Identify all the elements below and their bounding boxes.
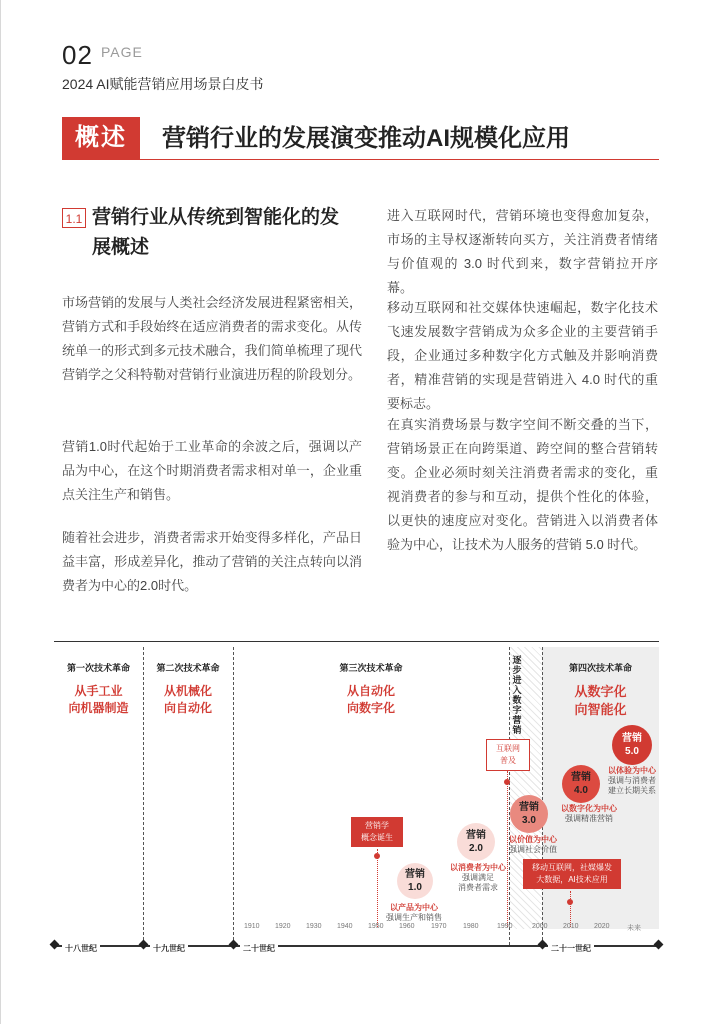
year-2000: 2000 [532,923,548,930]
stage-2-circle [457,823,495,861]
revolution-3-subtitle [233,683,509,717]
event-2-line2: 普及 [500,756,516,765]
year-future: 未来 [627,925,641,932]
stage-3-num: 3.0 [522,815,536,826]
section-title: 营销行业的发展演变推动AI规模化应用 [162,125,570,152]
marketing-timeline [54,641,659,961]
stage-3-word: 营销 [519,802,539,813]
stage-1-label-red: 以产品为中心 [390,903,438,912]
year-1960: 1960 [399,923,415,930]
year-1970: 1970 [431,923,447,930]
section-badge: 概述 [62,117,140,159]
stage-2-label-gray1: 强调满足 [462,873,494,882]
year-1980: 1980 [463,923,479,930]
stage-5-label [604,766,660,796]
year-1990: 1990 [497,923,513,930]
revolution-3-sub-line1: 从自动化 [346,684,395,698]
year-1920: 1920 [275,923,291,930]
stage-4-label-red: 以数字化为中心 [561,804,617,813]
revolution-3-title: 第三次技术革命 [339,663,403,673]
left-paragraph-2: 营销1.0时代起始于工业革命的余波之后，强调以产品为中心，在这个时期消费者需求相对单一，企业重点关注生产和销售。 [62,439,362,502]
revolution-4-sub-line2: 向智能化 [574,702,627,717]
event-1-line2: 概念诞生 [361,833,393,842]
revolution-4-sub-line1: 从数字化 [574,684,627,699]
event-marketing-concept [351,817,403,847]
axis-marker-20c [229,940,239,950]
event-3-line1: 移动互联网，社媒爆发 [532,863,612,872]
stage-4-label [548,804,630,824]
revolution-2-subtitle [143,683,233,717]
right-paragraph-3: 在真实消费场景与数字空间不断交叠的当下，营销场景正在向跨渠道、跨空间的整合营销转变。企业必须时刻关注消费者需求的变化，重视消费者的参与和互动，提供个性化的体验，以更快的速度应对变化。营销进入以消费者体验为中心，让技术为人服务的营销 5.0 时代。 [387,417,658,552]
axis-marker-21c [538,940,548,950]
event-mobile-ai [523,859,621,889]
stage-5-word: 营销 [622,733,642,744]
book-title: 2024 AI赋能营销应用场景白皮书 [62,76,264,92]
stage-4-label-gray: 强调精准营销 [565,814,613,823]
right-paragraph-2: 移动互联网和社交媒体快速崛起，数字化技术飞速发展数字营销成为众多企业的主要营销手段，企业通过多种数字化方式触及并影响消费者，精准营销的实现是营销进入 4.0 时代的重要标志。 [387,300,658,411]
event-1-dot [374,853,380,859]
revolution-3-sub-line2: 向数字化 [346,701,395,715]
stage-1-num: 1.0 [408,882,422,893]
axis-end-marker [654,940,664,950]
revolution-1-sub-line2: 向机器制造 [68,701,129,715]
stage-5-label-gray2: 建立长期关系 [608,786,656,795]
revolution-2-sub-line2: 向自动化 [163,701,212,715]
century-21: 二十一世纪 [548,943,594,954]
revolution-2-title: 第二次技术革命 [156,663,220,673]
stage-5-label-red: 以体验为中心 [608,766,656,775]
left-paragraph-1: 市场营销的发展与人类社会经济发展进程紧密相关，营销方式和手段始终在适应消费者的需求变化。从传统单一的形式到多元技术融合，我们简单梳理了现代营销学之父科特勒对营销行业演进历程的阶段划分。 [62,295,362,382]
event-3-dot [567,899,573,905]
year-2010: 2010 [563,923,579,930]
stage-2-label-red: 以消费者为中心 [450,863,506,872]
revolution-1-title: 第一次技术革命 [66,663,130,673]
page-word: PAGE [101,44,143,60]
stage-1-label [372,903,456,923]
section-divider [62,159,659,160]
stage-3-label-gray: 强调社会价值 [509,845,557,854]
event-1-line1: 营销学 [365,821,389,830]
year-1940: 1940 [337,923,353,930]
stage-2-label-gray2: 消费者需求 [458,883,498,892]
year-2020: 2020 [594,923,610,930]
page-edge-rule [0,0,1,1024]
stage-1-word: 营销 [405,869,425,880]
stage-4-word: 营销 [571,772,591,783]
stage-5-circle [612,725,652,765]
revolution-1-sub-line1: 从手工业 [74,684,123,698]
year-1930: 1930 [306,923,322,930]
stage-2-label [434,863,522,893]
event-2-dot [504,779,510,785]
event-3-line2: 大数据，AI技术应用 [536,875,608,884]
century-19: 十九世纪 [150,943,188,954]
event-2-line1: 互联网 [496,744,520,753]
revolution-2-sub-line1: 从机械化 [163,684,212,698]
revolution-1-subtitle [54,683,143,717]
stage-4-num: 4.0 [574,785,588,796]
stage-3-label-red: 以价值为中心 [509,835,557,844]
stage-3-label [494,835,572,855]
century-18: 十八世纪 [62,943,100,954]
year-1910: 1910 [244,923,260,930]
stage-1-circle [397,863,433,899]
stage-4-circle [562,765,600,803]
transition-vertical-label: 逐步进入数字营销 [512,655,522,735]
axis-start-marker [50,940,60,950]
subsection-title: 营销行业从传统到智能化的发展概述 [92,207,340,258]
year-1950: 1950 [368,923,384,930]
stage-2-num: 2.0 [469,843,483,854]
subsection-number: 1.1 [62,208,86,228]
event-3-connector [570,891,571,927]
page-number: 02 [62,40,93,70]
stage-5-label-gray1: 强调与消费者 [608,776,656,785]
revolution-4-title: 第四次技术革命 [568,663,632,673]
century-20: 二十世纪 [240,943,278,954]
stage-5-num: 5.0 [625,746,639,757]
stage-2-word: 营销 [466,830,486,841]
stage-3-circle [510,795,548,833]
axis-marker-19c [139,940,149,950]
timeline-top-rule [54,641,659,642]
right-paragraph-1: 进入互联网时代，营销环境也变得愈加复杂，市场的主导权逐渐转向买方，关注消费者情绪与价值观的 3.0 时代到来，数字营销拉开序幕。 [387,208,658,295]
stage-1-label-gray: 强调生产和销售 [386,913,442,922]
revolution-4-subtitle [542,683,659,719]
left-paragraph-3: 随着社会进步，消费者需求开始变得多样化，产品日益丰富，形成差异化，推动了营销的关注点转向以消费者为中心的2.0时代。 [62,530,362,593]
event-internet [486,739,530,771]
